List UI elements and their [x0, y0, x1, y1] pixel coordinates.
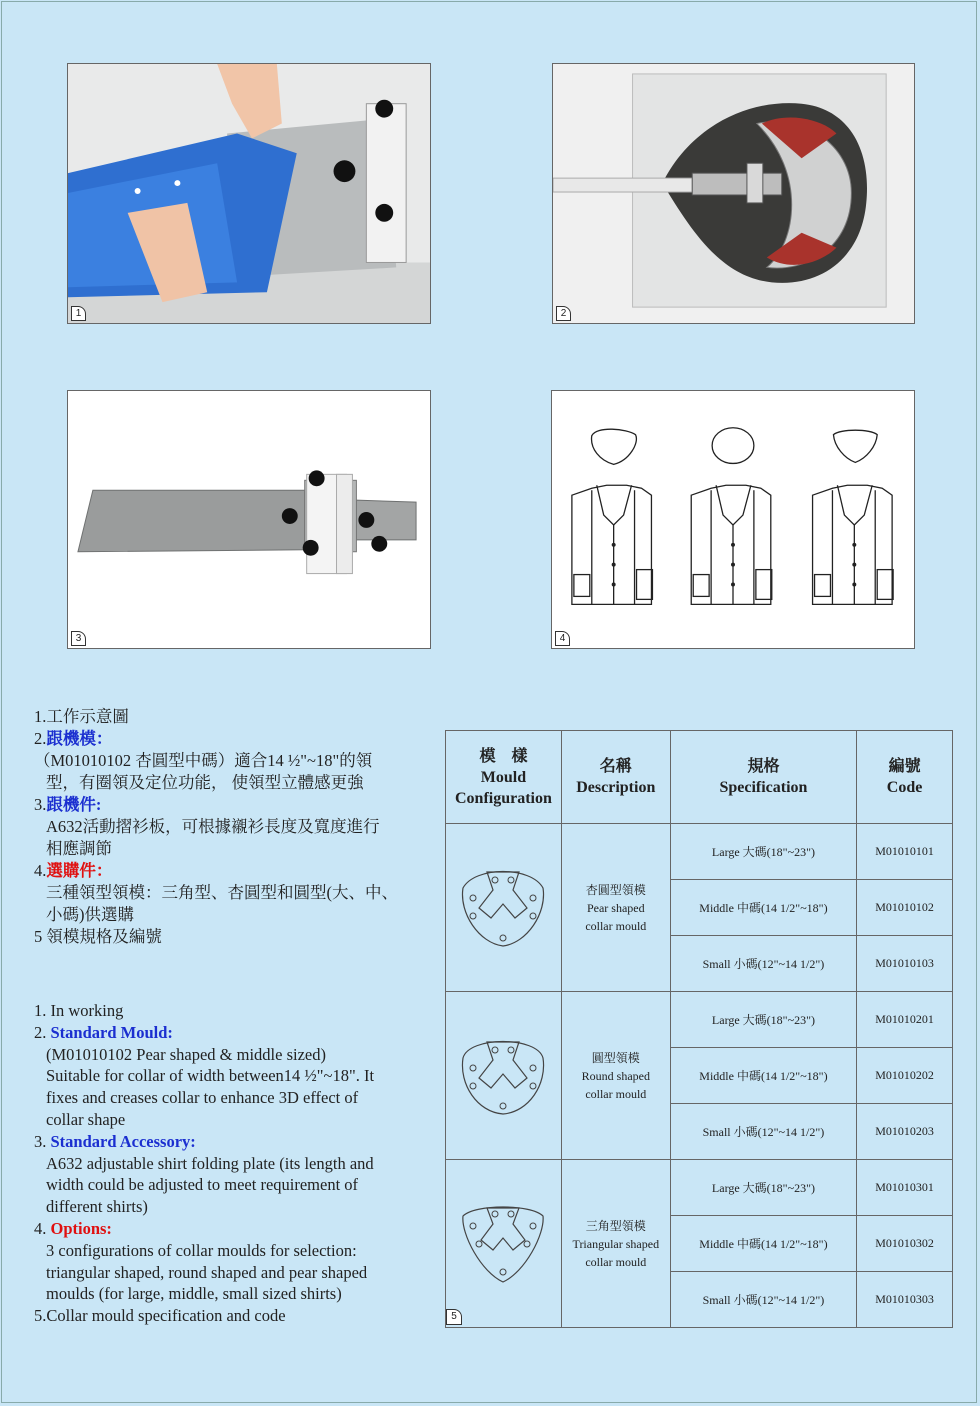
note-item-3-number: 3. [34, 795, 47, 814]
header-specification-en: Specification [719, 779, 808, 796]
note-item-5: 5 領模規格及編號 [34, 927, 162, 946]
note-en-item-3-heading [34, 1131, 434, 1153]
note-item-4-line-1: 三種領型領模：三角型、杏圓型和圓型(大、中、 [46, 883, 398, 902]
note-en-item-4-title: Options: [50, 1218, 112, 1238]
spec-cell: Small 小碼(12"~14 1/2") [670, 936, 856, 992]
folding-plate-illustration [68, 391, 430, 648]
description-pear [561, 824, 670, 992]
note-item-4-title: 選購件： [46, 861, 113, 880]
note-en-item-2-line-4: collar shape [46, 1109, 126, 1129]
description-pear-en2: collar mould [585, 918, 647, 933]
spec-cell: Middle 中碼(14 1/2"~18") [670, 880, 856, 936]
round-mould-icon [455, 1026, 551, 1122]
note-en-item-1: 1. In working [34, 1001, 124, 1020]
description-pear-en1: Pear shaped [586, 900, 645, 915]
spec-cell: Large 大碼(18"~23") [670, 824, 856, 880]
photo-in-working [67, 63, 431, 324]
table-row [446, 992, 953, 1048]
collar-mould-spec-table [445, 730, 953, 1328]
notes-chinese [34, 706, 434, 948]
code-cell: M01010302 [857, 1216, 953, 1272]
note-en-item-2-title: Standard Mould: [50, 1022, 173, 1042]
note-item-3-line-2: 相應調節 [46, 839, 112, 858]
note-en-item-4-number: 4. [34, 1218, 51, 1238]
table-number: 5 [446, 1309, 462, 1325]
header-description-en: Description [576, 779, 656, 796]
note-en-item-4-heading [34, 1218, 434, 1240]
spec-cell: Large 大碼(18"~23") [670, 1160, 856, 1216]
pear-mould-icon [455, 858, 551, 954]
description-pear-zh: 杏圓型領模 [585, 882, 646, 897]
note-item-1: 1.工作示意圖 [34, 707, 129, 726]
note-en-item-3-line-1: A632 adjustable shirt folding plate (its length and [46, 1153, 374, 1173]
description-triangular-zh: 三角型領模 [585, 1218, 646, 1233]
mould-image-pear [446, 824, 562, 992]
code-cell: M01010202 [857, 1048, 953, 1104]
note-item-4-heading [34, 860, 434, 882]
note-item-3-heading [34, 794, 434, 816]
photo-number: 4 [555, 631, 570, 646]
note-en-item-5: 5.Collar mould specification and code [34, 1306, 286, 1326]
note-en-item-2-line-2: Suitable for collar of width between14 ½"~18". It [46, 1066, 375, 1086]
description-round-en2: collar mould [585, 1086, 647, 1101]
code-cell: M01010102 [857, 880, 953, 936]
code-cell: M01010303 [857, 1272, 953, 1328]
spec-cell: Large 大碼(18"~23") [670, 992, 856, 1048]
spec-cell: Small 小碼(12"~14 1/2") [670, 1272, 856, 1328]
note-en-item-2-line-3: fixes and creases collar to enhance 3D effect of [46, 1088, 359, 1108]
note-item-4-number: 4. [34, 861, 47, 880]
header-configuration-zh: 模 樣 [479, 747, 528, 765]
note-item-2-line-2: 型，有圈領及定位功能， 使領型立體感更強 [46, 773, 364, 792]
note-en-item-3-title: Standard Accessory: [50, 1131, 196, 1151]
header-specification-zh: 規格 [747, 758, 780, 775]
description-triangular-en1: Triangular shaped [572, 1236, 660, 1251]
note-item-2-heading [34, 728, 434, 750]
photo-number: 3 [71, 631, 86, 646]
note-en-item-3-number: 3. [34, 1131, 51, 1151]
photo-collar-configurations [551, 390, 915, 649]
description-triangular [561, 1160, 670, 1328]
note-item-3-line-1: A632活動摺衫板，可根據襯衫長度及寬度進行 [46, 817, 380, 836]
spec-cell: Middle 中碼(14 1/2"~18") [670, 1216, 856, 1272]
note-en-item-4-line-2: triangular shaped, round shaped and pear shaped [46, 1262, 368, 1282]
header-code-zh: 編號 [888, 758, 921, 775]
header-description [561, 731, 670, 824]
code-cell: M01010201 [857, 992, 953, 1048]
notes-english [34, 1000, 434, 1327]
note-en-item-3-line-3: different shirts) [46, 1197, 148, 1217]
header-specification [670, 731, 856, 824]
note-en-item-4-line-1: 3 configurations of collar moulds for selection: [46, 1240, 357, 1260]
triangular-mould-icon [455, 1194, 551, 1290]
collar-mould-machine-illustration [553, 64, 914, 323]
note-item-2-line-1: （M01010102 杏圓型中碼）適合14 ½"~18"的領 [34, 751, 373, 770]
note-en-item-2-number: 2. [34, 1022, 51, 1042]
photo-number: 2 [556, 306, 571, 321]
note-en-item-2-line-1: (M01010102 Pear shaped & middle sized) [46, 1044, 326, 1064]
table-header-row [446, 731, 953, 824]
header-code [857, 731, 953, 824]
header-code-en: Code [886, 779, 923, 796]
header-configuration [446, 731, 562, 824]
description-round [561, 992, 670, 1160]
header-description-zh: 名稱 [599, 758, 632, 775]
description-triangular-en2: collar mould [585, 1254, 647, 1269]
photo-folding-plate [67, 390, 431, 649]
mould-image-triangular [446, 1160, 562, 1328]
code-cell: M01010103 [857, 936, 953, 992]
description-round-zh: 圓型領模 [591, 1050, 640, 1065]
code-cell: M01010203 [857, 1104, 953, 1160]
note-item-2-title: 跟機模： [46, 729, 113, 748]
mould-image-round [446, 992, 562, 1160]
header-configuration-en2: Configuration [454, 789, 552, 807]
code-cell: M01010101 [857, 824, 953, 880]
collar-shapes-diagram [552, 391, 914, 648]
table-row [446, 824, 953, 880]
photo-number: 1 [71, 306, 86, 321]
note-item-3-title: 跟機件: [46, 795, 102, 814]
note-en-item-2-heading [34, 1022, 434, 1044]
photo-machine [552, 63, 915, 324]
note-en-item-3-line-2: width could be adjusted to meet requirement of [46, 1175, 359, 1195]
spec-cell: Small 小碼(12"~14 1/2") [670, 1104, 856, 1160]
description-round-en1: Round shaped [581, 1068, 650, 1083]
spec-cell: Middle 中碼(14 1/2"~18") [670, 1048, 856, 1104]
code-cell: M01010301 [857, 1160, 953, 1216]
header-configuration-en1: Mould [480, 768, 527, 786]
note-item-2-number: 2. [34, 729, 47, 748]
note-en-item-4-line-3: moulds (for large, middle, small sized shirts) [46, 1284, 342, 1304]
note-item-4-line-2: 小碼)供選購 [46, 905, 134, 924]
table-row [446, 1160, 953, 1216]
shirt-folding-illustration [68, 64, 430, 323]
